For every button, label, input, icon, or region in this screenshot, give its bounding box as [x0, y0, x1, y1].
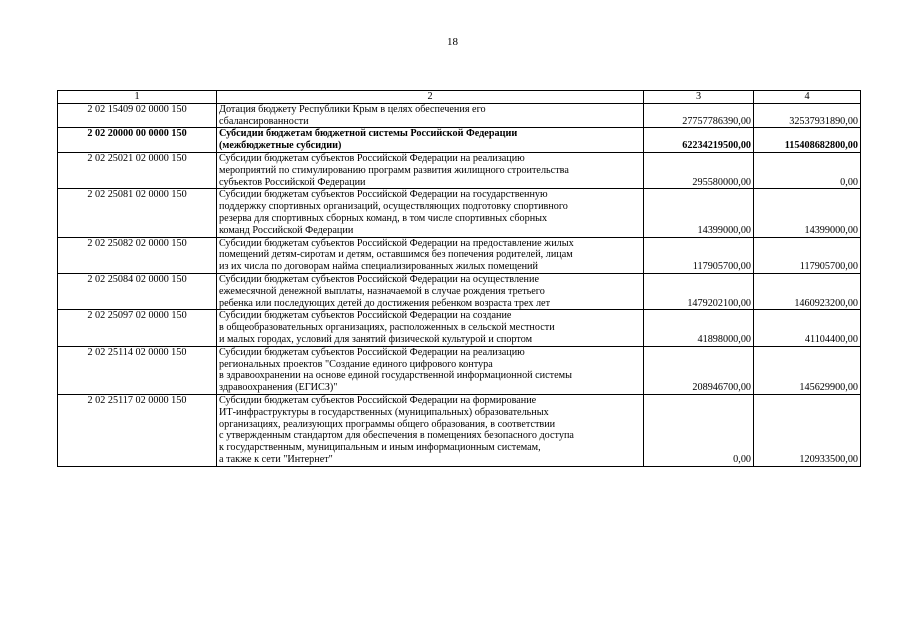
description-line: ИТ-инфраструктуры в государственных (муниципальных) образовательных: [219, 406, 549, 418]
row-amount-col-4: 41104400,00: [754, 310, 861, 346]
table-header-row: [58, 91, 861, 104]
description-line: Субсидии бюджетам субъектов Российской Федерации на реализацию: [219, 346, 525, 358]
table-row: [58, 273, 861, 309]
description-line: поддержку спортивных организаций, осуществляющих подготовку спортивного: [219, 201, 568, 213]
table-row: [58, 394, 861, 466]
description-line: из их числа по договорам найма специализированных жилых помещений: [219, 261, 538, 273]
header-col-1: 1: [58, 91, 217, 104]
row-code: 2 02 25081 02 0000 150: [58, 189, 217, 237]
row-amount-col-4: 0,00: [754, 152, 861, 188]
description-line: и малых городах, условий для занятий физической культурой и спортом: [219, 333, 533, 345]
row-amount-col-3: 27757786390,00: [644, 103, 754, 128]
description-line: организациях, реализующих программы общего образования, в соответствии: [219, 418, 556, 430]
description-line: с утвержденным стандартом для обеспечения в помещениях безопасного доступа: [219, 430, 574, 442]
row-description: [217, 273, 644, 309]
row-code: 2 02 25114 02 0000 150: [58, 346, 217, 394]
row-description: [217, 237, 644, 273]
row-code: 2 02 25082 02 0000 150: [58, 237, 217, 273]
description-line: Субсидии бюджетам субъектов Российской Федерации на формирование: [219, 394, 537, 406]
header-col-4: 4: [754, 91, 861, 104]
description-line: субъектов Российской Федерации: [219, 176, 366, 188]
row-description: [217, 394, 644, 466]
row-description: [217, 310, 644, 346]
description-line: помещений детям-сиротам и детям, оставшимся без попечения родителей, лицам: [219, 249, 573, 261]
row-amount-col-3: 62234219500,00: [644, 128, 754, 153]
description-line: Субсидии бюджетам субъектов Российской Федерации на осуществление: [219, 273, 539, 285]
description-line: а также к сети "Интернет": [219, 453, 333, 465]
description-line: Субсидии бюджетам бюджетной системы Российской Федерации: [219, 128, 518, 140]
row-amount-col-3: 117905700,00: [644, 237, 754, 273]
description-line: (межбюджетные субсидии): [219, 140, 342, 152]
row-amount-col-3: 41898000,00: [644, 310, 754, 346]
table-row: [58, 346, 861, 394]
row-amount-col-4: 120933500,00: [754, 394, 861, 466]
description-line: сбалансированности: [219, 115, 309, 127]
table-row: [58, 103, 861, 128]
description-line: ребенка или последующих детей до достижения ребенком возраста трех лет: [219, 297, 551, 309]
budget-table: [57, 90, 861, 467]
description-line: резерва для спортивных сборных команд, в том числе спортивных сборных: [219, 212, 548, 224]
table-row: [58, 152, 861, 188]
description-line: ежемесячной денежной выплаты, назначаемой в случае рождения третьего: [219, 285, 545, 297]
row-amount-col-4: 14399000,00: [754, 189, 861, 237]
description-line: мероприятий по стимулированию программ развития жилищного строительства: [219, 164, 569, 176]
row-amount-col-4: 32537931890,00: [754, 103, 861, 128]
row-description: [217, 128, 644, 153]
row-amount-col-4: 145629900,00: [754, 346, 861, 394]
description-line: в общеобразовательных организациях, расположенных в сельской местности: [219, 322, 555, 334]
description-line: Субсидии бюджетам субъектов Российской Федерации на создание: [219, 310, 512, 322]
header-col-3: 3: [644, 91, 754, 104]
description-line: Субсидии бюджетам субъектов Российской Федерации на реализацию: [219, 152, 525, 164]
row-description: [217, 152, 644, 188]
row-description: [217, 189, 644, 237]
row-amount-col-4: 1460923200,00: [754, 273, 861, 309]
row-description: [217, 346, 644, 394]
row-amount-col-4: 117905700,00: [754, 237, 861, 273]
row-code: 2 02 25117 02 0000 150: [58, 394, 217, 466]
description-line: к государственным, муниципальным и иным информационным системам,: [219, 442, 541, 454]
page-number: 18: [447, 36, 458, 48]
table-row: [58, 189, 861, 237]
row-code: 2 02 25021 02 0000 150: [58, 152, 217, 188]
row-amount-col-3: 0,00: [644, 394, 754, 466]
description-line: Субсидии бюджетам субъектов Российской Федерации на государственную: [219, 189, 548, 201]
table-row: [58, 310, 861, 346]
description-line: здравоохранения (ЕГИСЗ)": [219, 382, 338, 394]
table-row: [58, 128, 861, 153]
row-amount-col-3: 208946700,00: [644, 346, 754, 394]
row-code: 2 02 15409 02 0000 150: [58, 103, 217, 128]
row-amount-col-3: 1479202100,00: [644, 273, 754, 309]
row-description: [217, 103, 644, 128]
header-col-2: 2: [217, 91, 644, 104]
row-code: 2 02 20000 00 0000 150: [58, 128, 217, 153]
table-row: [58, 237, 861, 273]
row-amount-col-3: 295580000,00: [644, 152, 754, 188]
row-code: 2 02 25097 02 0000 150: [58, 310, 217, 346]
row-amount-col-4: 115408682800,00: [754, 128, 861, 153]
description-line: Субсидии бюджетам субъектов Российской Федерации на предоставление жилых: [219, 237, 574, 249]
row-code: 2 02 25084 02 0000 150: [58, 273, 217, 309]
description-line: в здравоохранении на основе единой государственной информационной системы: [219, 370, 572, 382]
description-line: Дотация бюджету Республики Крым в целях обеспечения его: [219, 103, 486, 115]
description-line: региональных проектов "Создание единого цифрового контура: [219, 358, 493, 370]
description-line: команд Российской Федерации: [219, 224, 354, 236]
row-amount-col-3: 14399000,00: [644, 189, 754, 237]
